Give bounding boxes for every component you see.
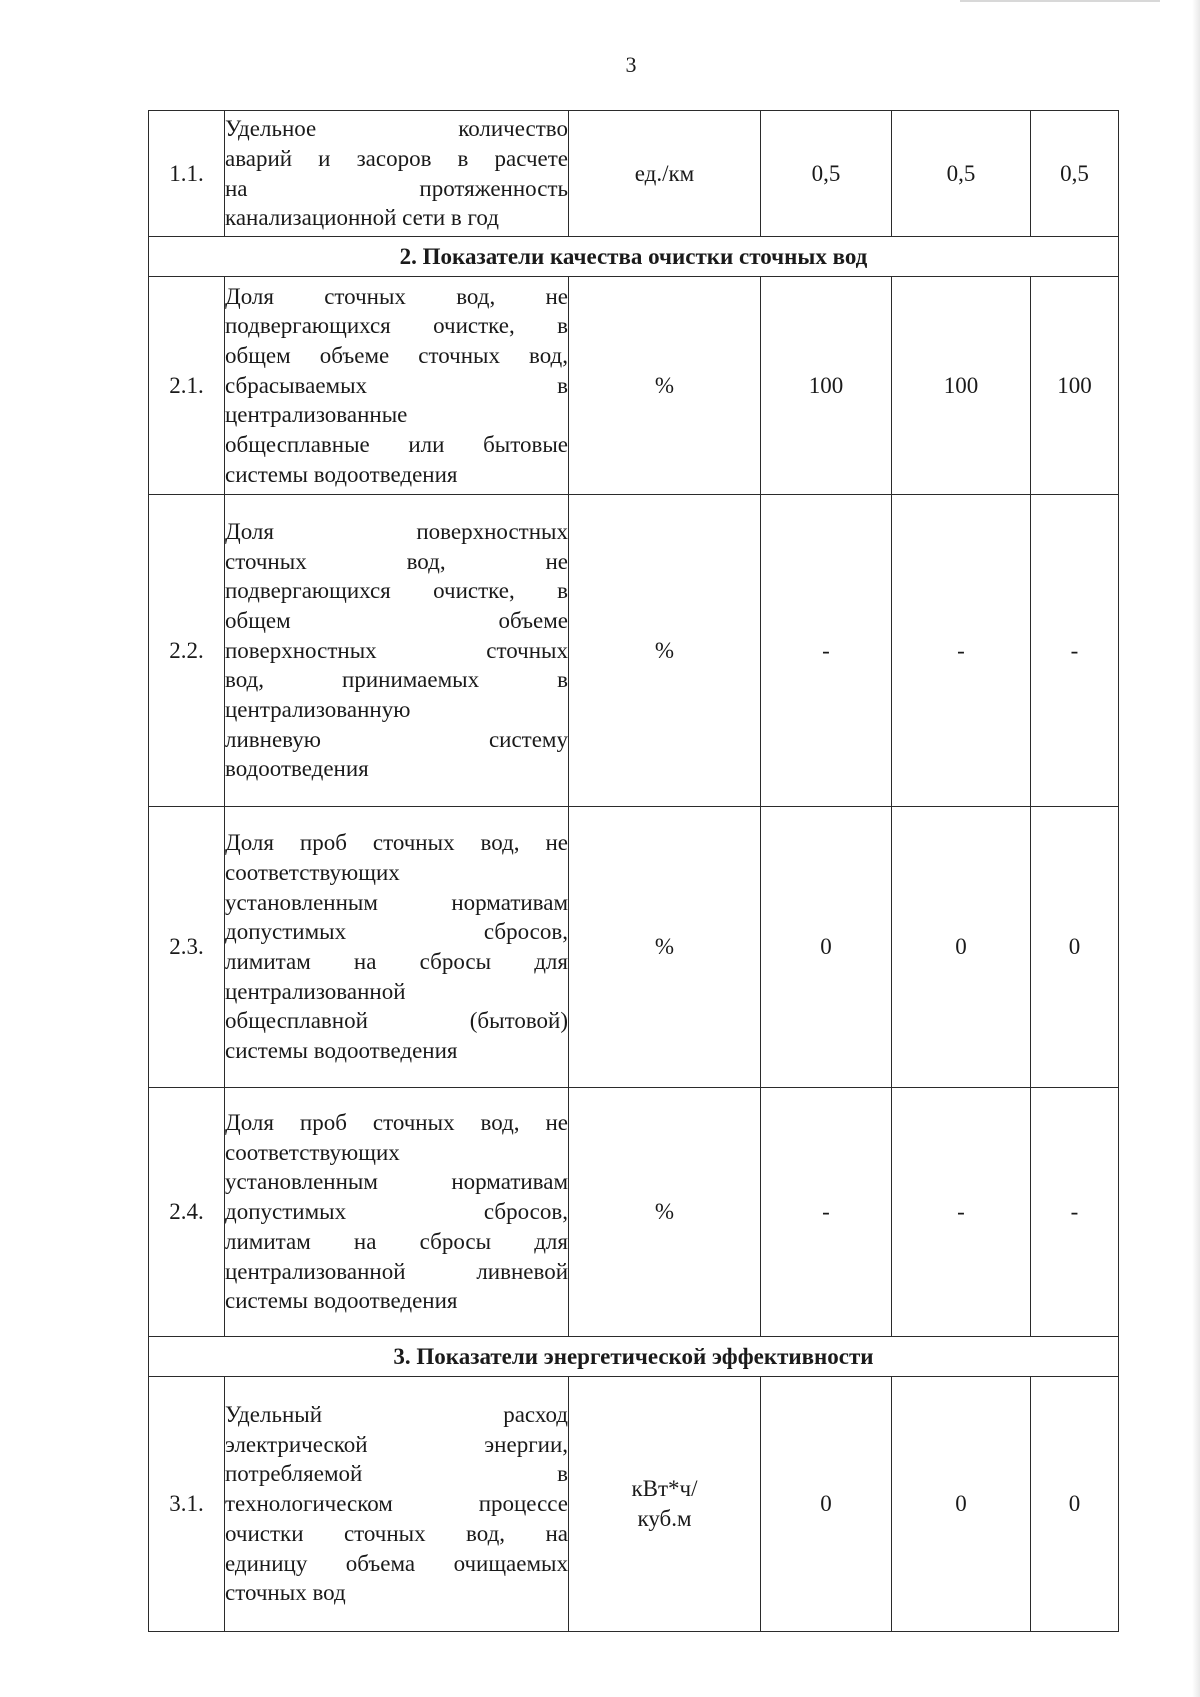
description-line: Доля поверхностных xyxy=(225,518,568,544)
row-number: 2.4. xyxy=(149,1088,225,1337)
section-title: 3. Показатели энергетической эффективности xyxy=(149,1337,1119,1377)
unit-cell: % xyxy=(569,807,761,1088)
table-row xyxy=(149,807,1119,1088)
table-row xyxy=(149,1088,1119,1337)
description-line: подвергающихся очистке, в xyxy=(225,313,568,339)
description-line: электрической энергии, xyxy=(225,1431,568,1457)
indicator-description xyxy=(225,807,569,1088)
description-line: Доля проб сточных вод, не xyxy=(225,830,568,856)
description-line: системы водоотведения xyxy=(225,461,458,487)
description-line: аварий и засоров в расчете xyxy=(225,145,568,171)
indicator-description xyxy=(225,1088,569,1337)
description-line: общесплавные или бытовые xyxy=(225,432,568,458)
value-cell: 0 xyxy=(1031,807,1119,1088)
value-cell: 100 xyxy=(892,277,1031,495)
description-line: лимитам на сбросы для xyxy=(225,1228,568,1254)
value-cell: 100 xyxy=(761,277,892,495)
indicator-description xyxy=(225,495,569,807)
description-line: подвергающихся очистке, в xyxy=(225,578,568,604)
row-number: 2.3. xyxy=(149,807,225,1088)
value-cell: - xyxy=(892,1088,1031,1337)
description-line: допустимых сбросов, xyxy=(225,1199,568,1225)
description-line: установленным нормативам xyxy=(225,1169,568,1195)
description-line: централизованные xyxy=(225,402,408,428)
description-line: лимитам на сбросы для xyxy=(225,949,568,974)
description-line: системы водоотведения xyxy=(225,1288,458,1314)
value-cell: 0 xyxy=(892,807,1031,1088)
scan-edge-shadow xyxy=(1192,0,1200,1697)
value-cell: 0 xyxy=(1031,1377,1119,1632)
indicator-description xyxy=(225,1377,569,1632)
table-row xyxy=(149,111,1119,237)
page-number: 3 xyxy=(625,52,637,77)
description-line: технологическом процессе xyxy=(225,1491,568,1517)
description-line: централизованной ливневой xyxy=(225,1258,568,1284)
table-row xyxy=(149,277,1119,495)
value-cell: - xyxy=(892,495,1031,807)
unit-cell: ед./км xyxy=(569,111,761,237)
description-line: водоотведения xyxy=(225,756,369,782)
indicator-description xyxy=(225,277,569,495)
value-cell: - xyxy=(761,1088,892,1337)
value-cell: 100 xyxy=(1031,277,1119,495)
row-number: 1.1. xyxy=(149,111,225,237)
unit-cell: % xyxy=(569,1088,761,1337)
unit-cell: % xyxy=(569,495,761,807)
row-number: 3.1. xyxy=(149,1377,225,1632)
section-header-row xyxy=(149,237,1119,277)
value-cell: 0,5 xyxy=(1031,111,1119,237)
description-line: единицу объема очищаемых xyxy=(225,1550,568,1576)
description-line: установленным нормативам xyxy=(225,889,568,915)
value-cell: 0,5 xyxy=(761,111,892,237)
table-row xyxy=(149,1377,1119,1632)
description-line: общем объеме xyxy=(225,607,568,633)
description-line: Удельный расход xyxy=(225,1402,568,1428)
description-line: общесплавной (бытовой) xyxy=(225,1008,568,1034)
description-line: очистки сточных вод, на xyxy=(225,1520,568,1546)
value-cell: 0 xyxy=(761,807,892,1088)
description-line: потребляемой в xyxy=(225,1461,568,1487)
section-title: 2. Показатели качества очистки сточных вод xyxy=(149,237,1119,277)
unit-cell: кВт*ч/ куб.м xyxy=(569,1377,761,1632)
value-cell: - xyxy=(761,495,892,807)
description-line: ливневую систему xyxy=(225,726,568,752)
row-number: 2.1. xyxy=(149,277,225,495)
description-line: системы водоотведения xyxy=(225,1038,458,1064)
description-line: Доля сточных вод, не xyxy=(225,283,568,309)
description-line: Удельное количество xyxy=(225,116,568,142)
value-cell: 0,5 xyxy=(892,111,1031,237)
description-line: Доля проб сточных вод, не xyxy=(225,1110,568,1136)
scan-edge-line xyxy=(960,0,1160,2)
description-line: соответствующих xyxy=(225,859,400,885)
description-line: сбрасываемых в xyxy=(225,372,568,398)
description-line: канализационной сети в год xyxy=(225,205,499,231)
description-line: соответствующих xyxy=(225,1139,400,1165)
section-header-row xyxy=(149,1337,1119,1377)
indicators-table xyxy=(148,110,1119,1632)
description-line: поверхностных сточных xyxy=(225,637,568,663)
description-line: централизованной xyxy=(225,978,406,1004)
description-line: сточных вод, не xyxy=(225,548,568,574)
description-line: сточных вод xyxy=(225,1580,346,1606)
table-row xyxy=(149,495,1119,807)
value-cell: - xyxy=(1031,1088,1119,1337)
description-line: вод, принимаемых в xyxy=(225,667,568,693)
value-cell: 0 xyxy=(761,1377,892,1632)
description-line: общем объеме сточных вод, xyxy=(225,342,568,368)
unit-cell: % xyxy=(569,277,761,495)
description-line: допустимых сбросов, xyxy=(225,919,568,945)
value-cell: 0 xyxy=(892,1377,1031,1632)
description-line: на протяженность xyxy=(225,175,568,201)
indicator-description xyxy=(225,111,569,237)
value-cell: - xyxy=(1031,495,1119,807)
row-number: 2.2. xyxy=(149,495,225,807)
description-line: централизованную xyxy=(225,697,411,723)
